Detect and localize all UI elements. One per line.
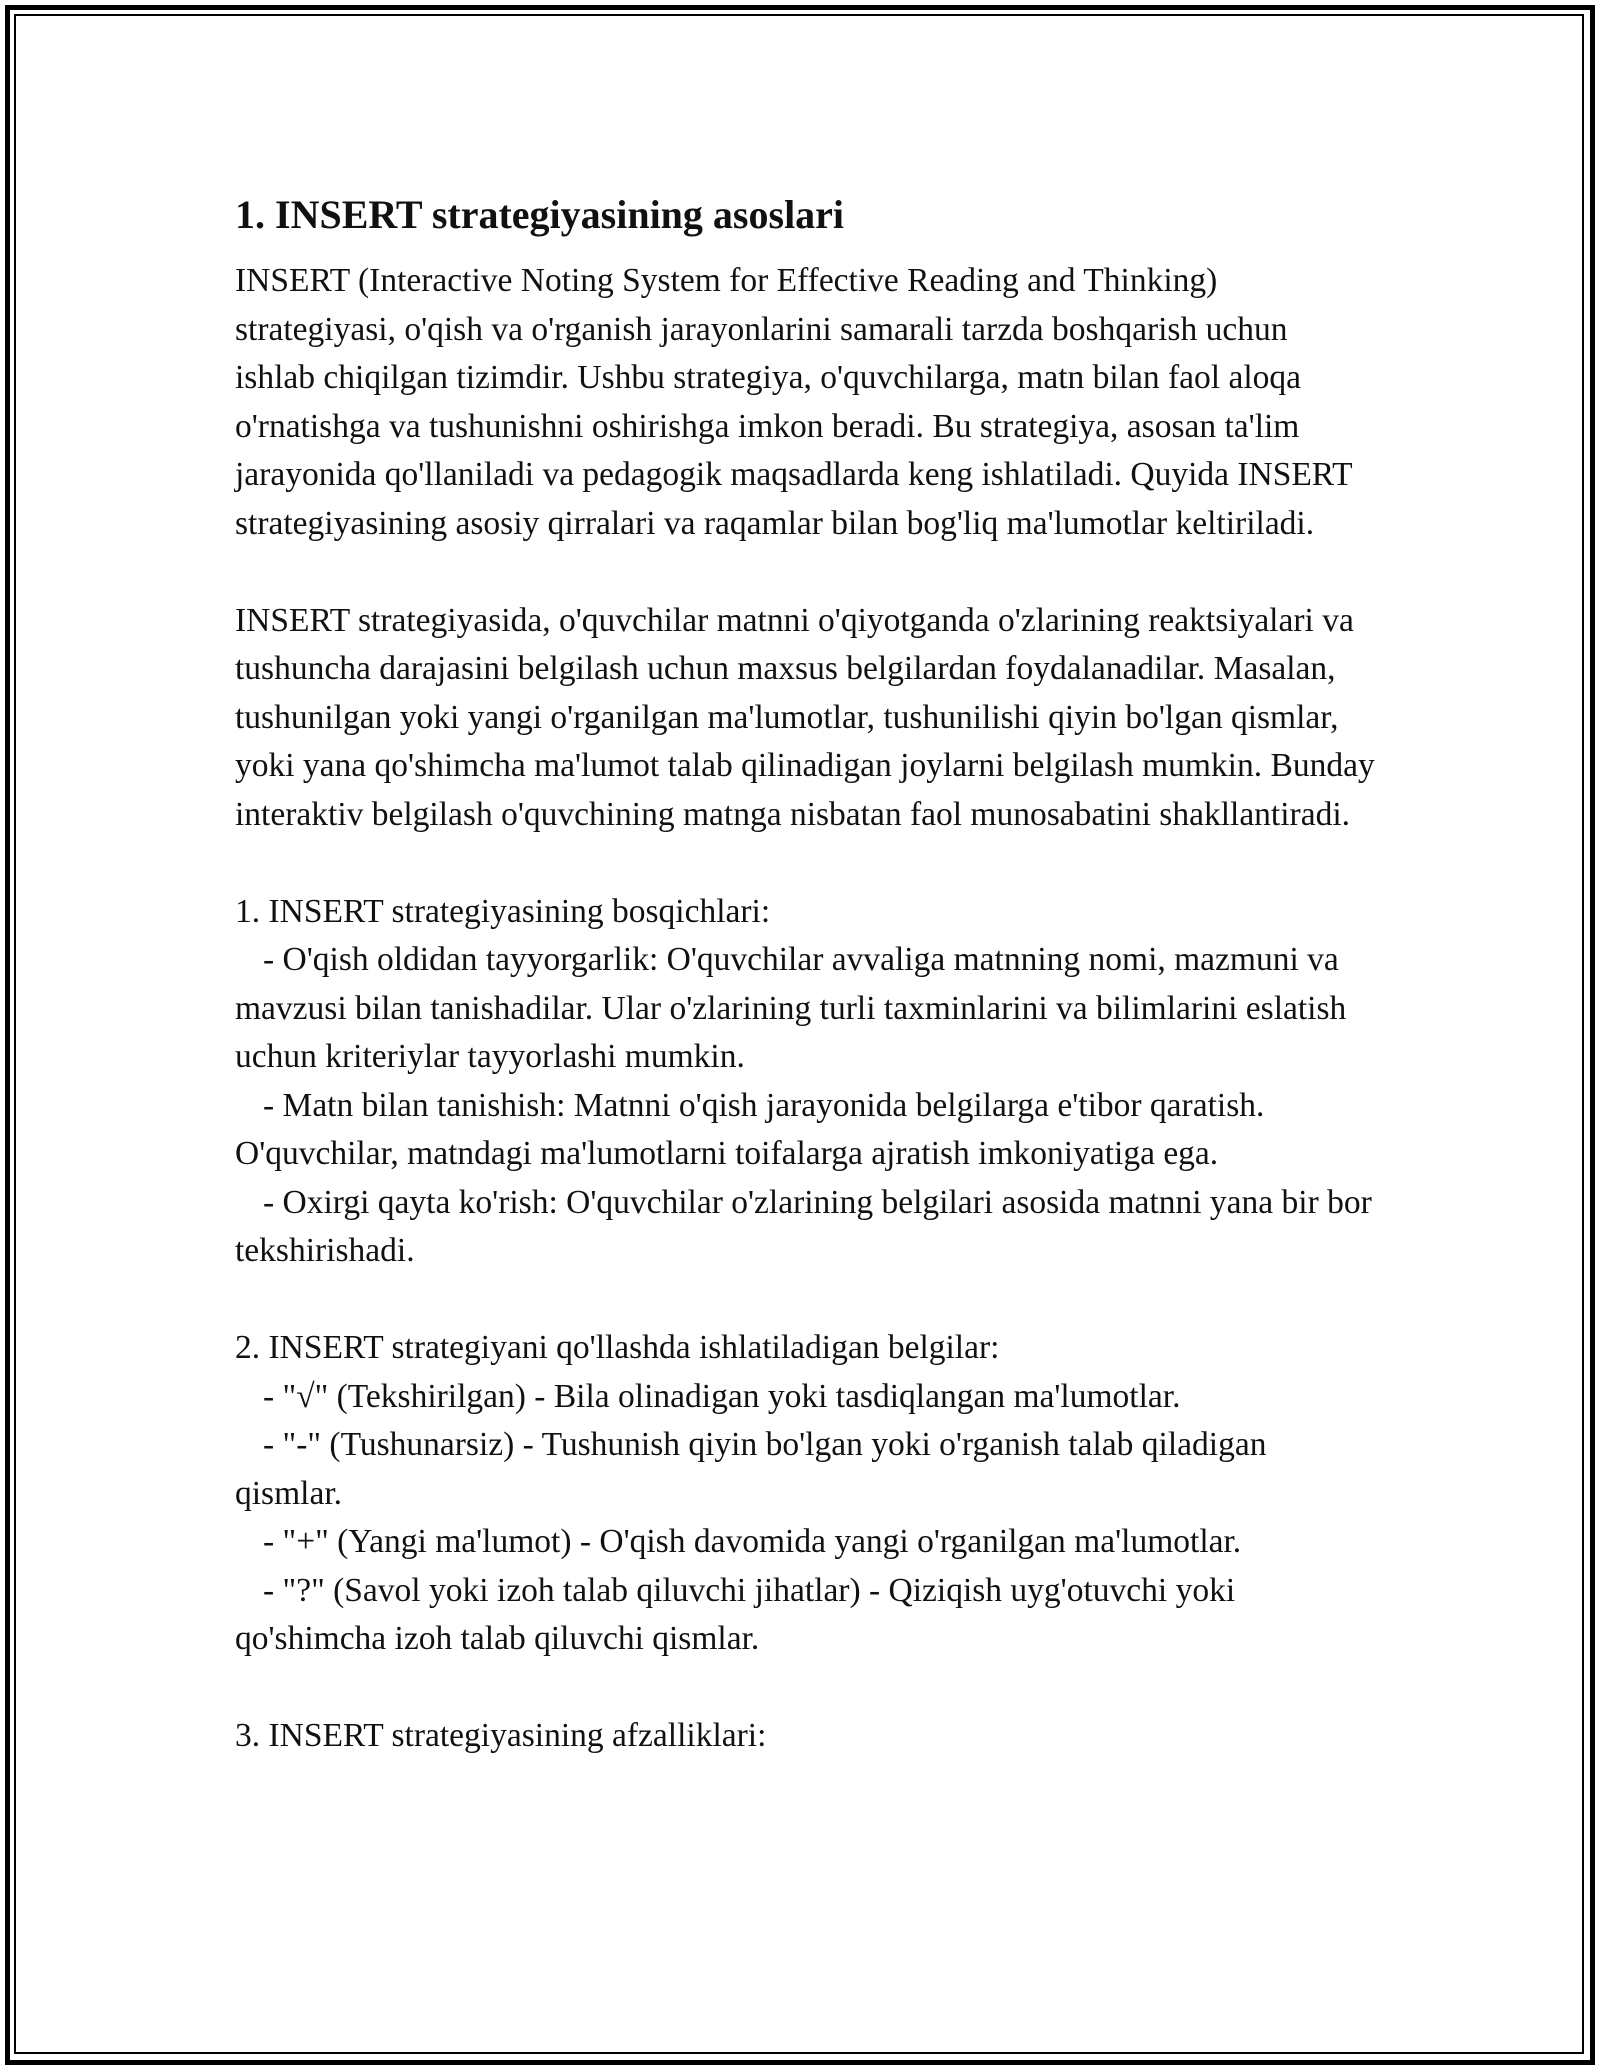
paragraph-gap [235, 1276, 1375, 1325]
list-item [235, 1082, 1375, 1179]
list-item-text: - "?" (Savol yoki izoh talab qiluvchi jihatlar) - Qiziqish uyg'otuvchi yoki qo'shimcha izoh talab qiluvchi qismlar. [235, 1571, 1236, 1657]
list-item-text: - O'qish oldidan tayyorgarlik: O'quvchilar avvaliga matnning nomi, mazmuni va mavzusi bilan tanishadilar. Ular o'zlarining turli taxminlarini va bilimlarini eslatish uchun kriteriylar tayyorlashi mumkin. [235, 941, 1347, 1075]
list-item [235, 1518, 1375, 1567]
list-item-text: - "+" (Yangi ma'lumot) - O'qish davomida yangi o'rganilgan ma'lumotlar. [263, 1523, 1242, 1560]
list-item [235, 1421, 1375, 1518]
paragraph-gap [235, 548, 1375, 597]
section-heading: 1. INSERT strategiyasining asoslari [235, 192, 845, 237]
list-item-text: - "-" (Tushunarsiz) - Tushunish qiyin bo'lgan yoki o'rganish talab qiladigan qismlar. [235, 1426, 1267, 1512]
list-item [235, 1567, 1375, 1664]
paragraph-gap [235, 1664, 1375, 1713]
document-body [235, 185, 1375, 1761]
list-item-text: - "√" (Tekshirilgan) - Bila olinadigan yoki tasdiqlangan ma'lumotlar. [263, 1377, 1181, 1415]
advantages-title: 3. INSERT strategiyasining afzalliklari: [235, 1717, 767, 1754]
intro-paragraph: INSERT (Interactive Noting System for Effective Reading and Thinking) strategiyasi, o'qish va o'rganish jarayonlarini samarali tarzda boshqarish uchun ishlab chiqilgan tizimdir. Ushbu strategiya, o'quvchilarga, matn bilan faol aloqa o'rnatishga va tushunishni oshirishga imkon beradi. Bu strategiya, asosan ta'lim jarayonida qo'llaniladi va pedagogik maqsadlarda keng ishlatiladi. Quyida INSERT strategiyasining asosiy qirralari va raqamlar bilan bog'liq ma'lumotlar keltiriladi. [235, 262, 1352, 542]
stages-title: 1. INSERT strategiyasining bosqichlari: [235, 892, 771, 930]
marking-paragraph: INSERT strategiyasida, o'quvchilar matnni o'qiyotganda o'zlarining reaktsiyalari va tushuncha darajasini belgilash uchun maxsus belgilardan foydalanadilar. Masalan, tushunilgan yoki yangi o'rganilgan ma'lumotlar, tushunilishi qiyin bo'lgan qismlar, yoki yana qo'shimcha ma'lumot talab qilinadigan joylarni belgilash mumkin. Bunday interaktiv belgilash o'quvchining matnga nisbatan faol munosabatini shakllantiradi. [235, 601, 1375, 833]
list-item [235, 1179, 1375, 1276]
symbols-title: 2. INSERT strategiyani qo'llashda ishlatiladigan belgilar: [235, 1329, 1000, 1366]
list-item [235, 1373, 1375, 1422]
list-item-text: - Matn bilan tanishish: Matnni o'qish jarayonida belgilarga e'tibor qaratish. O'quvchilar, matndagi ma'lumotlarni toifalarga ajratish imkoniyatiga ega. [235, 1086, 1265, 1172]
list-item [235, 936, 1375, 1082]
list-item-text: - Oxirgi qayta ko'rish: O'quvchilar o'zlarining belgilari asosida matnni yana bir bor tekshirishadi. [235, 1183, 1372, 1269]
paragraph-gap [235, 839, 1375, 888]
